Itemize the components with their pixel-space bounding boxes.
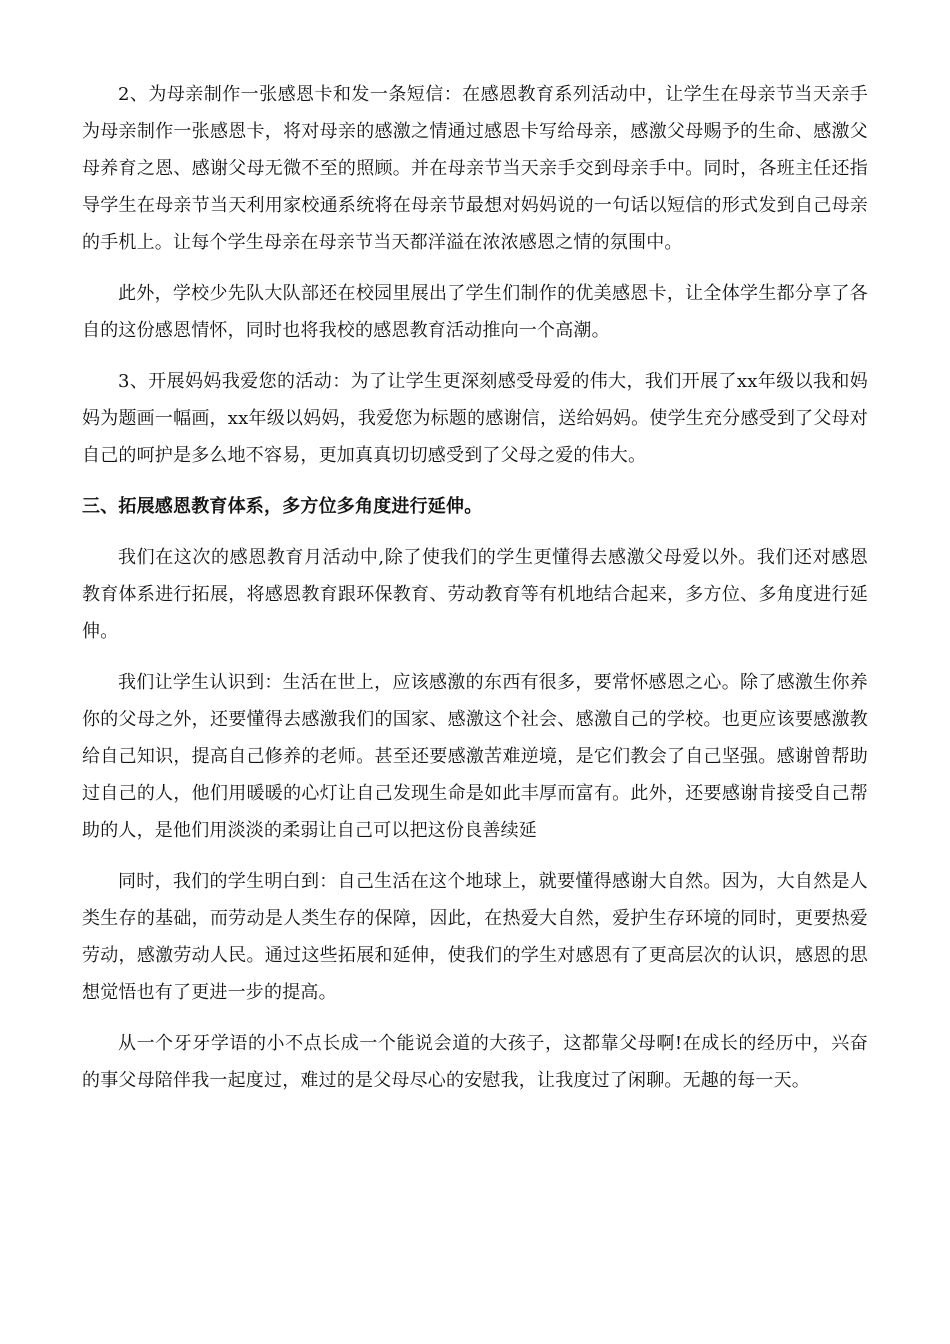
paragraph-thank-nature: 同时，我们的学生明白到：自己生活在这个地球上，就要懂得感谢大自然。因为，大自然是人类生存的基础，而劳动是人类生存的保障，因此，在热爱大自然，爱护生存环境的同时，更要热爱劳动，感激劳动人民。通过这些拓展和延伸，使我们的学生对感恩有了更高层次的认识，感恩的思想觉悟也有了更进一步的提高。: [82, 871, 868, 1003]
paragraph-card-exhibition: 此外，学校少先队大队部还在校园里展出了学生们制作的优美感恩卡，让全体学生都分享了各自的这份感恩情怀，同时也将我校的感恩教育活动推向一个高潮。: [82, 283, 868, 341]
paragraph-extend-system: 我们在这次的感恩教育月活动中,除了使我们的学生更懂得去感激父母爱以外。我们还对感恩教育体系进行拓展，将感恩教育跟环保教育、劳动教育等有机地结合起来，多方位、多角度进行延伸。: [82, 547, 868, 642]
paragraph-mom-i-love-you: 3、开展妈妈我爱您的活动：为了让学生更深刻感受母爱的伟大，我们开展了xx年级以我和妈妈为题画一幅画，xx年级以妈妈，我爱您为标题的感谢信，送给妈妈。使学生充分感受到了父母对自己的呵护是多么地不容易，更加真真切切感受到了父母之爱的伟大。: [82, 371, 868, 466]
document-body: [82, 76, 868, 1113]
section-heading-3: 三、拓展感恩教育体系，多方位多角度进行延伸。: [82, 496, 483, 517]
paragraph-gratitude-awareness: 我们让学生认识到：生活在世上，应该感激的东西有很多，要常怀感恩之心。除了感激生你养你的父母之外，还要懂得去感激我们的国家、感激这个社会、感激自己的学校。也更应该要感激教给自己知识，提高自己修养的老师。甚至还要感激苦难逆境，是它们教会了自己坚强。感谢曾帮助过自己的人，他们用暖暖的心灯让自己发现生命是如此丰厚而富有。此外，还要感谢肯接受自己帮助的人，是他们用淡淡的柔弱让自己可以把这份良善续延: [82, 672, 868, 841]
paragraph-mother-card: 2、为母亲制作一张感恩卡和发一条短信：在感恩教育系列活动中，让学生在母亲节当天亲手为母亲制作一张感恩卡，将对母亲的感激之情通过感恩卡写给母亲，感激父母赐予的生命、感激父母养育之恩、感谢父母无微不至的照顾。并在母亲节当天亲手交到母亲手中。同时，各班主任还指导学生在母亲节当天利用家校通系统将在母亲节最想对妈妈说的一句话以短信的形式发到自己母亲的手机上。让每个学生母亲在母亲节当天都洋溢在浓浓感恩之情的氛围中。: [82, 84, 868, 253]
paragraph-growing-up: 从一个牙牙学语的小不点长成一个能说会道的大孩子，这都靠父母啊!在成长的经历中，兴奋的事父母陪伴我一起度过，难过的是父母尽心的安慰我，让我度过了闲聊。无趣的每一天。: [82, 1033, 868, 1091]
